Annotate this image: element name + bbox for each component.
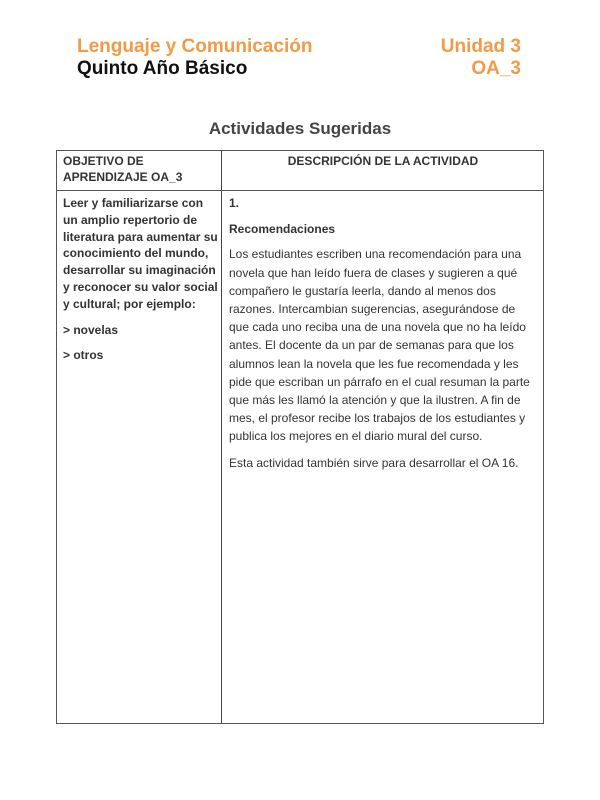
grade-level: Quinto Año Básico xyxy=(77,58,248,79)
column-header-description: DESCRIPCIÓN DE LA ACTIVIDAD xyxy=(287,154,479,168)
objective-cell xyxy=(63,195,220,373)
activity-description: Los estudiantes escriben una recomendación para una novela que han leído fuera de clases y sugieren a qué compañero le gustaría leerla, dando al menos dos razones. Intercambian sugerencias, asegurándose de que cada uno reciba una de una novela que no ha leído antes. El docente da un par de semanas para que los alumnos lean la novela que les fue recomendada y les pide que escriban un párrafo en el cual resuman la parte que más les llamó la atención y que la ilustren. A fin de mes, el profesor recibe los trabajos de los estudiantes y publica los mejores en el diario mural del curso. xyxy=(229,247,530,444)
header-right xyxy=(441,36,521,80)
activity-number: 1. xyxy=(229,196,240,210)
objective-item: > novelas xyxy=(63,322,119,337)
activity-title: Recomendaciones xyxy=(229,222,336,237)
subject-title: Lenguaje y Comunicación xyxy=(77,36,313,57)
column-divider xyxy=(221,151,222,723)
activity-note: Esta actividad también sirve para desarrollar el OA 16. xyxy=(229,455,519,470)
section-title: Actividades Sugeridas xyxy=(208,119,392,138)
objective-text: Leer y familiarizarse con un amplio repertorio de literatura para aumentar su conocimiento del mundo, desarrollar su imaginación y reconocer su valor social y cultural; por ejemplo: xyxy=(63,196,218,311)
oa-label: OA_3 xyxy=(471,58,521,79)
header-row-divider xyxy=(57,190,543,191)
activities-table xyxy=(56,150,544,724)
activity-cell xyxy=(229,194,535,472)
header-left xyxy=(77,36,312,80)
objective-item: > otros xyxy=(63,348,104,363)
column-header-objective: OBJETIVO DE APRENDIZAJE OA_3 xyxy=(63,154,183,184)
unit-label: Unidad 3 xyxy=(440,36,521,57)
